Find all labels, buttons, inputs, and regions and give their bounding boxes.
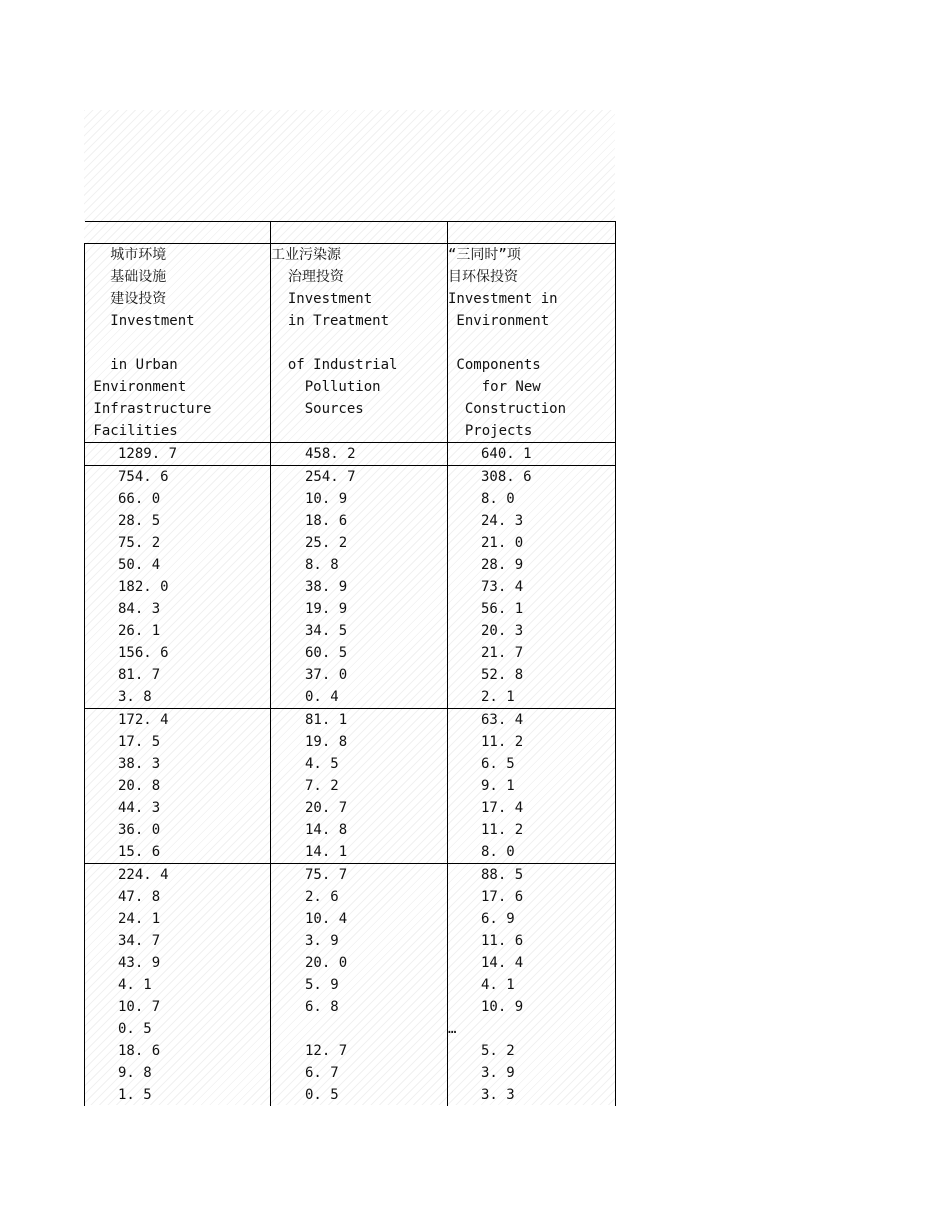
table-row <box>85 664 616 686</box>
table-row <box>85 642 616 664</box>
table-row <box>85 775 616 797</box>
header-line: Components <box>448 357 541 373</box>
table-row <box>85 908 616 930</box>
cell-value: 21. 7 <box>481 645 524 661</box>
cell-value: 34. 7 <box>118 933 161 949</box>
cell-value: 9. 1 <box>481 778 515 794</box>
cell-value: 66. 0 <box>118 491 161 507</box>
table-cell <box>85 554 271 576</box>
cell-value: 84. 3 <box>118 601 161 617</box>
table-cell <box>85 1018 271 1040</box>
table-cell <box>448 642 616 664</box>
header-line: Investment <box>85 313 195 329</box>
header-line: Pollution <box>271 379 381 395</box>
cell-value: 3. 9 <box>305 933 339 949</box>
cell-value: 18. 6 <box>305 513 348 529</box>
table-cell <box>271 488 448 510</box>
table-cell <box>448 864 616 887</box>
table-cell <box>448 1018 616 1040</box>
table-cell <box>448 664 616 686</box>
table-row <box>85 510 616 532</box>
table-cell <box>271 775 448 797</box>
header-line: Environment <box>85 379 187 395</box>
cell-value: 38. 9 <box>305 579 348 595</box>
cell-value: 1. 5 <box>118 1087 152 1103</box>
cell-value: 0. 4 <box>305 689 339 705</box>
header-line: Environment <box>448 313 550 329</box>
header-line: Infrastructure <box>85 401 212 417</box>
cell-value: 56. 1 <box>481 601 524 617</box>
table-cell <box>448 488 616 510</box>
table-cell <box>271 443 448 466</box>
table-cell <box>448 576 616 598</box>
table-row <box>85 598 616 620</box>
cell-value: 14. 1 <box>305 844 348 860</box>
cell-value: 24. 1 <box>118 911 161 927</box>
table-cell <box>85 709 271 732</box>
cell-value: 17. 6 <box>481 889 524 905</box>
table-cell <box>85 731 271 753</box>
title-cell <box>85 222 271 244</box>
cell-value: 17. 5 <box>118 734 161 750</box>
table-cell <box>448 930 616 952</box>
table-cell <box>271 709 448 732</box>
cell-value: 28. 9 <box>481 557 524 573</box>
table-row <box>85 686 616 709</box>
cell-value: 156. 6 <box>118 645 169 661</box>
header-line: 工业污染源 <box>271 247 341 263</box>
table-cell <box>85 775 271 797</box>
cell-value: 11. 6 <box>481 933 524 949</box>
cell-value: 11. 2 <box>481 734 524 750</box>
cell-value: 5. 9 <box>305 977 339 993</box>
cell-value: 26. 1 <box>118 623 161 639</box>
cell-value: 20. 0 <box>305 955 348 971</box>
table-cell <box>271 466 448 489</box>
cell-value: 81. 7 <box>118 667 161 683</box>
table-cell <box>448 598 616 620</box>
table-cell <box>271 731 448 753</box>
cell-value: 754. 6 <box>118 469 169 485</box>
table-cell <box>448 1084 616 1106</box>
cell-value: 20. 8 <box>118 778 161 794</box>
table-cell <box>271 532 448 554</box>
cell-value <box>271 1021 305 1037</box>
header-line: 城市环境 <box>85 247 167 263</box>
cell-value: 10. 9 <box>481 999 524 1015</box>
table-row <box>85 952 616 974</box>
header-line <box>85 332 270 354</box>
cell-value: 5. 2 <box>481 1043 515 1059</box>
header-line: for New <box>448 379 541 395</box>
cell-value: 224. 4 <box>118 867 169 883</box>
table-cell <box>85 510 271 532</box>
cell-value: 18. 6 <box>118 1043 161 1059</box>
cell-value: 17. 4 <box>481 800 524 816</box>
table-row <box>85 996 616 1018</box>
table-cell <box>448 819 616 841</box>
cell-value: 1289. 7 <box>118 446 178 462</box>
table-cell <box>448 731 616 753</box>
table-cell <box>271 554 448 576</box>
cell-value: 63. 4 <box>481 712 524 728</box>
table-cell <box>85 753 271 775</box>
cell-value: 73. 4 <box>481 579 524 595</box>
table-cell <box>271 1084 448 1106</box>
table-row <box>85 620 616 642</box>
table-row <box>85 731 616 753</box>
table-cell <box>271 1040 448 1062</box>
cell-value: 21. 0 <box>481 535 524 551</box>
table-cell <box>448 510 616 532</box>
cell-value: 8. 0 <box>481 844 515 860</box>
header-line: in Treatment <box>271 313 390 329</box>
cell-value: 4. 1 <box>481 977 515 993</box>
header-line: 建设投资 <box>85 291 167 307</box>
cell-value: 458. 2 <box>305 446 356 462</box>
cell-value: 28. 5 <box>118 513 161 529</box>
cell-value: 20. 7 <box>305 800 348 816</box>
table-cell <box>271 841 448 864</box>
cell-value: 4. 5 <box>305 756 339 772</box>
table-cell <box>85 797 271 819</box>
table-cell <box>271 996 448 1018</box>
cell-value: 88. 5 <box>481 867 524 883</box>
table-cell <box>271 510 448 532</box>
table-row <box>85 488 616 510</box>
table-cell <box>85 841 271 864</box>
investment-table-sheet <box>84 221 615 1106</box>
table-cell <box>448 996 616 1018</box>
table-cell <box>271 642 448 664</box>
table-row <box>85 819 616 841</box>
header-line: Projects <box>448 423 533 439</box>
cell-value: 37. 0 <box>305 667 348 683</box>
table-cell <box>85 996 271 1018</box>
cell-value: 182. 0 <box>118 579 169 595</box>
cell-value: 6. 8 <box>305 999 339 1015</box>
cell-value: 81. 1 <box>305 712 348 728</box>
cell-value: 4. 1 <box>118 977 152 993</box>
cell-value: 0. 5 <box>118 1021 152 1037</box>
cell-value: 3. 3 <box>481 1087 515 1103</box>
cell-value: 3. 9 <box>481 1065 515 1081</box>
table-cell <box>448 1040 616 1062</box>
table-cell <box>448 797 616 819</box>
table-cell <box>448 974 616 996</box>
cell-value: 75. 2 <box>118 535 161 551</box>
cell-value: 6. 7 <box>305 1065 339 1081</box>
header-line: “三同时”项 <box>448 247 521 263</box>
table-cell <box>448 753 616 775</box>
table-cell <box>85 908 271 930</box>
header-line: 治理投资 <box>271 269 344 285</box>
table-cell <box>271 664 448 686</box>
cell-value: 6. 9 <box>481 911 515 927</box>
table-cell <box>448 841 616 864</box>
column-header-1 <box>85 244 271 443</box>
cell-value: 8. 8 <box>305 557 339 573</box>
table-row <box>85 841 616 864</box>
cell-value: 50. 4 <box>118 557 161 573</box>
title-cell <box>271 222 448 244</box>
table-cell <box>85 488 271 510</box>
table-cell <box>271 576 448 598</box>
table-cell <box>85 466 271 489</box>
table-cell <box>85 930 271 952</box>
investment-table <box>84 221 616 1106</box>
cell-value: 20. 3 <box>481 623 524 639</box>
table-cell <box>85 642 271 664</box>
header-line <box>448 332 615 354</box>
table-cell <box>448 620 616 642</box>
header-line: Investment <box>271 291 373 307</box>
table-cell <box>271 620 448 642</box>
header-row <box>85 244 616 443</box>
cell-value: 254. 7 <box>305 469 356 485</box>
header-line <box>271 420 447 442</box>
cell-value: 308. 6 <box>481 469 532 485</box>
table-cell <box>271 974 448 996</box>
table-cell <box>85 864 271 887</box>
cell-value: 10. 9 <box>305 491 348 507</box>
table-cell <box>448 554 616 576</box>
table-cell <box>271 952 448 974</box>
cell-value: 52. 8 <box>481 667 524 683</box>
table-row <box>85 864 616 887</box>
cell-value: 15. 6 <box>118 844 161 860</box>
cell-value: 14. 8 <box>305 822 348 838</box>
table-row <box>85 930 616 952</box>
table-cell <box>448 775 616 797</box>
table-cell <box>448 1062 616 1084</box>
table-title-row <box>85 222 616 244</box>
table-cell <box>85 886 271 908</box>
cell-value: 3. 8 <box>118 689 152 705</box>
table-row <box>85 1018 616 1040</box>
cell-value: … <box>448 1021 457 1037</box>
table-cell <box>271 598 448 620</box>
table-cell <box>448 466 616 489</box>
table-cell <box>448 686 616 709</box>
table-cell <box>448 886 616 908</box>
cell-value: 11. 2 <box>481 822 524 838</box>
table-cell <box>85 819 271 841</box>
cell-value: 60. 5 <box>305 645 348 661</box>
column-header-3 <box>448 244 616 443</box>
table-cell <box>85 686 271 709</box>
table-cell <box>85 952 271 974</box>
cell-value: 0. 5 <box>305 1087 339 1103</box>
cell-value: 36. 0 <box>118 822 161 838</box>
table-cell <box>271 864 448 887</box>
table-cell <box>85 1084 271 1106</box>
table-row <box>85 886 616 908</box>
cell-value: 172. 4 <box>118 712 169 728</box>
table-cell <box>448 532 616 554</box>
cell-value: 14. 4 <box>481 955 524 971</box>
cell-value: 6. 5 <box>481 756 515 772</box>
cell-value: 12. 7 <box>305 1043 348 1059</box>
table-cell <box>448 952 616 974</box>
cell-value: 2. 1 <box>481 689 515 705</box>
table-cell <box>85 1040 271 1062</box>
table-cell <box>271 886 448 908</box>
table-cell <box>448 709 616 732</box>
table-row <box>85 466 616 489</box>
cell-value: 10. 7 <box>118 999 161 1015</box>
cell-value: 24. 3 <box>481 513 524 529</box>
header-line: Investment in <box>448 291 558 307</box>
table-row <box>85 1062 616 1084</box>
table-cell <box>85 1062 271 1084</box>
table-cell <box>271 1018 448 1040</box>
cell-value: 44. 3 <box>118 800 161 816</box>
header-line: Facilities <box>85 423 178 439</box>
table-cell <box>271 753 448 775</box>
table-cell <box>448 908 616 930</box>
table-cell <box>271 819 448 841</box>
table-row <box>85 554 616 576</box>
header-line <box>271 332 447 354</box>
cell-value: 7. 2 <box>305 778 339 794</box>
column-header-2 <box>271 244 448 443</box>
cell-value: 38. 3 <box>118 756 161 772</box>
table-cell <box>85 664 271 686</box>
header-line: 基础设施 <box>85 269 167 285</box>
table-row <box>85 532 616 554</box>
table-cell <box>271 1062 448 1084</box>
header-line: 目环保投资 <box>448 269 518 285</box>
header-line: in Urban <box>85 357 178 373</box>
cell-value: 25. 2 <box>305 535 348 551</box>
cell-value: 34. 5 <box>305 623 348 639</box>
table-row <box>85 753 616 775</box>
table-cell <box>448 443 616 466</box>
header-line: of Industrial <box>271 357 398 373</box>
table-cell <box>85 576 271 598</box>
cell-value: 43. 9 <box>118 955 161 971</box>
table-row <box>85 576 616 598</box>
title-cell <box>448 222 616 244</box>
table-cell <box>271 686 448 709</box>
table-cell <box>271 797 448 819</box>
table-cell <box>85 443 271 466</box>
table-row <box>85 443 616 466</box>
table-row <box>85 1084 616 1106</box>
header-line: Sources <box>271 401 364 417</box>
table-row <box>85 1040 616 1062</box>
table-cell <box>271 930 448 952</box>
cell-value: 9. 8 <box>118 1065 152 1081</box>
cell-value: 19. 8 <box>305 734 348 750</box>
table-cell <box>85 974 271 996</box>
table-row <box>85 974 616 996</box>
cell-value: 10. 4 <box>305 911 348 927</box>
table-cell <box>85 620 271 642</box>
cell-value: 47. 8 <box>118 889 161 905</box>
table-row <box>85 709 616 732</box>
cell-value: 75. 7 <box>305 867 348 883</box>
header-line: Construction <box>448 401 567 417</box>
cell-value: 8. 0 <box>481 491 515 507</box>
table-cell <box>271 908 448 930</box>
table-cell <box>85 598 271 620</box>
cell-value: 2. 6 <box>305 889 339 905</box>
cell-value: 19. 9 <box>305 601 348 617</box>
table-cell <box>85 532 271 554</box>
table-row <box>85 797 616 819</box>
cell-value: 640. 1 <box>481 446 532 462</box>
